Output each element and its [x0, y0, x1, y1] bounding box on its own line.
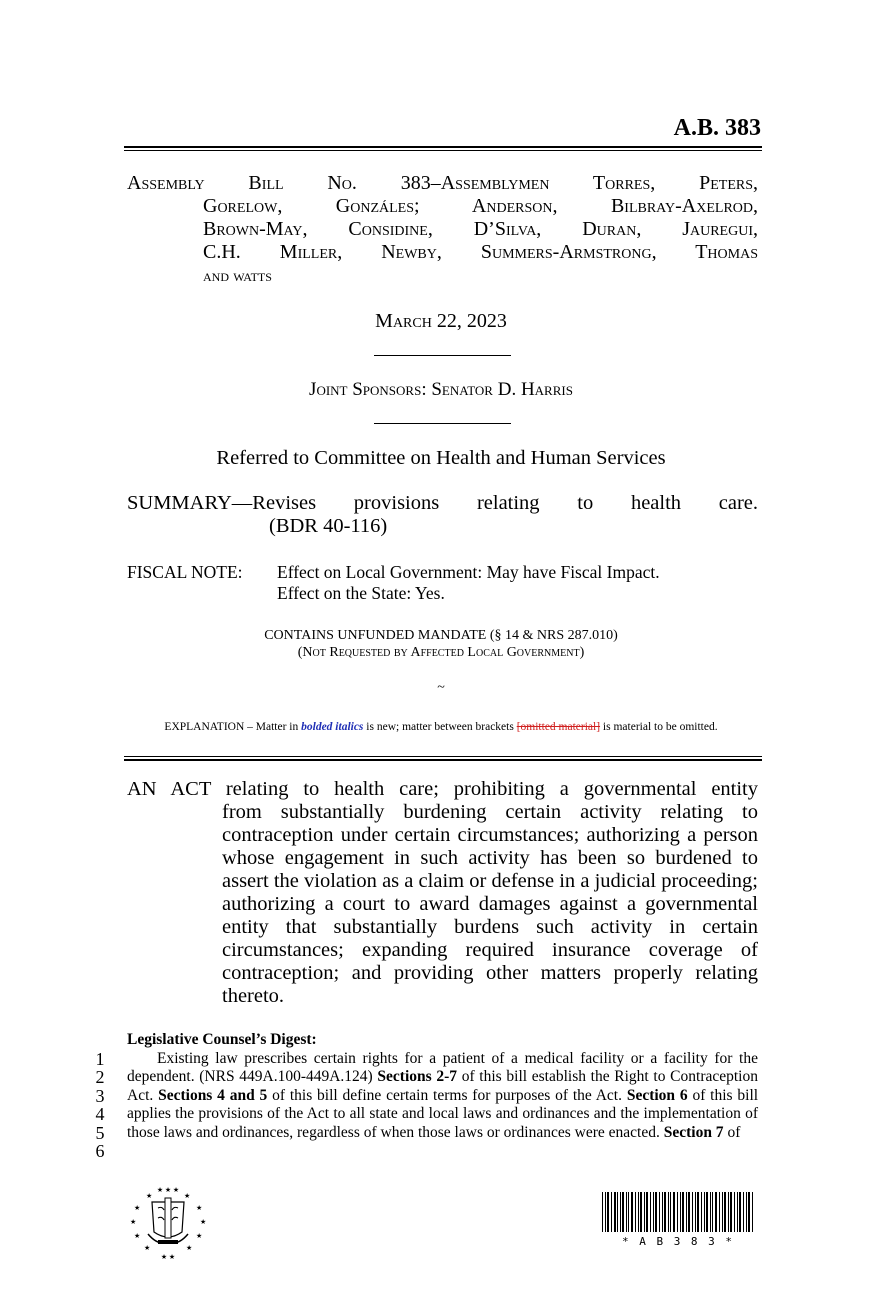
digest-run: of [727, 1123, 741, 1141]
line-number: 4 [95, 1104, 105, 1125]
svg-text:★: ★ [134, 1232, 141, 1240]
unfunded-mandate: CONTAINS UNFUNDED MANDATE (§ 14 & NRS 287.010) [264, 628, 618, 643]
digest-heading: Legislative Counsel’s Digest: [127, 1031, 317, 1048]
digest-section-ref: Sections 2-7 [377, 1068, 458, 1086]
fiscal-state: Effect on the State: Yes. [277, 583, 445, 603]
explanation [0, 721, 882, 733]
nevada-seal-icon [128, 1184, 208, 1260]
divider [374, 423, 511, 424]
divider [374, 355, 511, 356]
digest-section-ref: Sections 4 and 5 [158, 1086, 268, 1104]
line-number: 1 [95, 1049, 105, 1069]
digest-run: of this bill applies the provisions of the Act to all state and local laws and ordinances and the implementation of those laws and ordinances, regardless of when those laws or ordinances were enacted. [127, 1086, 759, 1141]
digest-section-ref: Section 7 [663, 1123, 724, 1141]
digest-text [127, 1050, 758, 1142]
line-number: 2 [95, 1067, 105, 1088]
sponsors-block [127, 172, 758, 287]
svg-text:★: ★ [196, 1232, 203, 1240]
bill-date: March 22, 2023 [375, 310, 507, 332]
digest-section-ref: Section 6 [626, 1086, 688, 1104]
sponsors-line: Gorelow, Gonzáles; Anderson, Bilbray-Axelrod, [203, 195, 758, 217]
digest-run: of this bill define certain terms for purposes of the Act. [272, 1086, 622, 1104]
committee-referral: Referred to Committee on Health and Human Services [216, 447, 666, 469]
svg-text:★: ★ [144, 1244, 151, 1252]
line-number: 6 [95, 1141, 105, 1162]
sponsors-line: and watts [203, 266, 272, 285]
explanation-prefix: EXPLANATION – Matter in [164, 721, 299, 733]
joint-sponsors: Joint Sponsors: Senator D. Harris [309, 379, 573, 400]
barcode-icon [602, 1192, 754, 1232]
sponsors-line: C.H. Miller, Newby, Summers-Armstrong, Thomas [203, 241, 758, 263]
bill-number: A.B. 383 [673, 115, 761, 141]
explanation-omitted-sample: [omitted material] [516, 721, 601, 733]
summary [127, 492, 758, 538]
act-body: from substantially burdening certain activity relating to contraception under certain circumstances; authorizing a person whose engagement in such activity has been so burdened to assert the violation as a claim or defense in a judicial proceeding; authorizing a court to award damages against a governmental entity that substantially burdens such activity in certain circumstances; expanding required insurance coverage of contraception; and providing other matters properly relating thereto. [222, 801, 758, 1007]
act-lead: AN ACT [127, 778, 211, 800]
explanation-rule [124, 756, 762, 761]
svg-text:★: ★ [146, 1192, 153, 1200]
act-title [127, 778, 758, 1008]
svg-text:★ ★: ★ ★ [160, 1253, 176, 1260]
line-number: 3 [95, 1085, 105, 1106]
digest-run: of this bill establish the Right to Contraception Act. [127, 1068, 758, 1104]
summary-text: SUMMARY—Revises provisions relating to health care. [127, 492, 758, 514]
fiscal-note [127, 562, 767, 604]
explanation-middle: is new; matter between brackets [366, 721, 514, 733]
svg-text:★: ★ [200, 1218, 207, 1226]
digest-run: Existing law prescribes certain rights for a patient of a medical facility or a facility for the dependent. (NRS 449A.100-449A.124) [127, 1050, 758, 1086]
fiscal-local: Effect on Local Government: May have Fiscal Impact. [277, 562, 660, 582]
explanation-suffix: is material to be omitted. [602, 721, 718, 733]
line-numbers [90, 1050, 110, 1160]
svg-text:★ ★ ★: ★ ★ ★ [156, 1186, 180, 1194]
svg-text:★: ★ [184, 1192, 191, 1200]
svg-text:★: ★ [134, 1204, 141, 1212]
svg-text:★: ★ [186, 1244, 193, 1252]
mandate-note: (Not Requested by Affected Local Government) [297, 645, 585, 660]
sponsors-line: Brown-May, Considine, D’Silva, Duran, Jauregui, [203, 218, 758, 240]
sponsors-line: Assembly Bill No. 383–Assemblymen Torres, Peters, [127, 172, 758, 194]
line-number: 5 [95, 1122, 105, 1143]
svg-text:★: ★ [196, 1204, 203, 1212]
act-first-line: relating to health care; prohibiting a governmental entity [225, 778, 759, 800]
tilde-mark: ~ [437, 680, 445, 695]
explanation-new-sample: bolded italics [301, 721, 364, 733]
summary-bdr: (BDR 40-116) [269, 515, 388, 537]
barcode-label: * A B 3 8 3 * [621, 1235, 735, 1248]
header-rule [124, 146, 762, 151]
svg-text:★: ★ [130, 1218, 137, 1226]
fiscal-label: FISCAL NOTE: [127, 562, 243, 582]
